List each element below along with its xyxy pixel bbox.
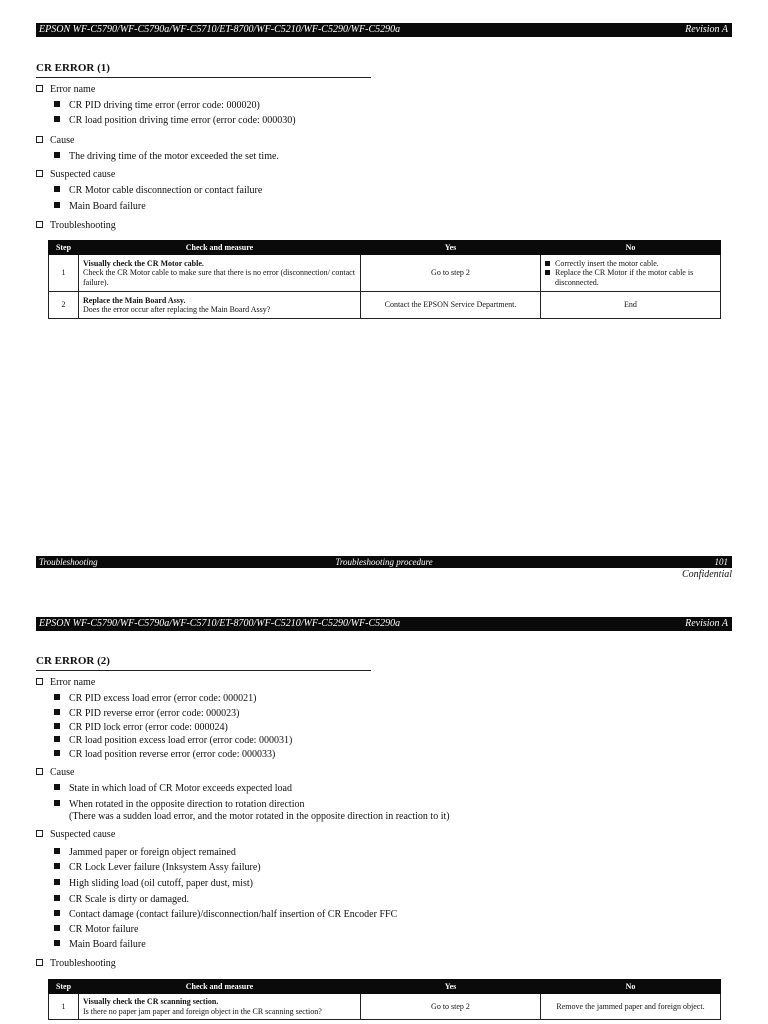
troubleshooting-table (48, 979, 721, 1020)
bullet-square-icon (54, 736, 60, 742)
list-item: State in which load of CR Motor exceeds expected load (54, 783, 292, 795)
list-item: CR load position reverse error (error code: 000033) (54, 749, 275, 761)
list-item: High sliding load (oil cutoff, paper dust, mist) (54, 878, 253, 890)
suspected-cause-heading: Suspected cause (36, 169, 115, 181)
bullet-square-icon (54, 940, 60, 946)
cause-heading: Cause (36, 135, 74, 147)
list-item: CR Scale is dirty or damaged. (54, 894, 189, 906)
column-header-no: No (541, 241, 721, 255)
page-footer (36, 556, 732, 568)
cause-continuation: (There was a sudden load error, and the motor rotated in the opposite direction in reaction to it) (69, 811, 450, 822)
column-header-step: Step (49, 980, 79, 994)
bullet-square-icon (54, 694, 60, 700)
troubleshooting-table (48, 240, 721, 319)
bullet-square-icon (54, 202, 60, 208)
list-item: CR PID excess load error (error code: 000021) (54, 693, 256, 705)
cause-heading: Cause (36, 767, 74, 779)
list-item: When rotated in the opposite direction to rotation direction (54, 799, 305, 811)
checkbox-square-icon (36, 959, 43, 966)
table-row (49, 292, 721, 319)
bullet-square-icon (54, 186, 60, 192)
table-row (49, 994, 721, 1020)
page-header (36, 23, 732, 37)
column-header-check: Check and measure (79, 241, 361, 255)
column-header-check: Check and measure (79, 980, 361, 994)
table-row (49, 255, 721, 292)
list-item: CR PID reverse error (error code: 000023) (54, 708, 240, 720)
bullet-square-icon (54, 784, 60, 790)
check-title: Visually check the CR scanning section. (83, 997, 219, 1006)
checkbox-square-icon (36, 678, 43, 685)
table-header-row (49, 980, 721, 994)
check-cell (79, 292, 361, 319)
list-item: CR load position excess load error (error code: 000031) (54, 735, 292, 747)
bullet-square-icon (545, 261, 550, 266)
footer-chapter: Troubleshooting (39, 557, 98, 567)
list-item: CR Motor failure (54, 924, 138, 936)
check-text: Does the error occur after replacing the Main Board Assy? (83, 305, 271, 314)
check-title: Visually check the CR Motor cable. (83, 258, 204, 268)
list-item: CR PID driving time error (error code: 000020) (54, 100, 260, 112)
column-header-no: No (541, 980, 721, 994)
table-header-row (49, 241, 721, 255)
list-item: CR load position driving time error (error code: 000030) (54, 115, 296, 127)
no-item: Replace the CR Motor if the motor cable is disconnected. (545, 268, 716, 287)
bullet-square-icon (54, 800, 60, 806)
list-item: The driving time of the motor exceeded the set time. (54, 151, 279, 163)
manual-page-102 (0, 595, 768, 1024)
list-item: CR PID lock error (error code: 000024) (54, 722, 228, 734)
step-cell: 2 (49, 292, 79, 319)
yes-cell: Go to step 2 (361, 994, 541, 1020)
header-model-list: EPSON WF-C5790/WF-C5790a/WF-C5710/ET-8700/WF-C5210/WF-C5290/WF-C5290a (39, 618, 401, 629)
bullet-square-icon (54, 925, 60, 931)
bullet-square-icon (54, 910, 60, 916)
no-cell: Remove the jammed paper and foreign object. (541, 994, 721, 1020)
list-item: Main Board failure (54, 939, 146, 951)
header-revision: Revision A (685, 24, 728, 35)
column-header-yes: Yes (361, 980, 541, 994)
bullet-square-icon (54, 101, 60, 107)
checkbox-square-icon (36, 830, 43, 837)
bullet-square-icon (54, 709, 60, 715)
checkbox-square-icon (36, 221, 43, 228)
bullet-square-icon (54, 895, 60, 901)
bullet-square-icon (54, 863, 60, 869)
list-item: CR Motor cable disconnection or contact failure (54, 185, 262, 197)
no-item: Correctly insert the motor cable. (545, 259, 716, 269)
footer-section: Troubleshooting procedure (335, 557, 433, 567)
troubleshooting-heading: Troubleshooting (36, 220, 116, 232)
bullet-square-icon (54, 152, 60, 158)
error-name-heading: Error name (36, 84, 95, 96)
header-model-list: EPSON WF-C5790/WF-C5790a/WF-C5710/ET-8700/WF-C5210/WF-C5290/WF-C5290a (39, 24, 401, 35)
check-text: Check the CR Motor cable to make sure that there is no error (disconnection/ contact failure). (83, 268, 355, 287)
troubleshooting-heading: Troubleshooting (36, 958, 116, 970)
check-title: Replace the Main Board Assy. (83, 295, 186, 305)
suspected-cause-heading: Suspected cause (36, 829, 115, 841)
page-number: 101 (714, 557, 728, 567)
list-item: CR Lock Lever failure (Inksystem Assy failure) (54, 862, 261, 874)
section-title: CR ERROR (1) (36, 62, 371, 78)
check-text: Is there no paper jam paper and foreign object in the CR scanning section? (83, 1006, 322, 1016)
section-title: CR ERROR (2) (36, 655, 371, 671)
list-item: Main Board failure (54, 201, 146, 213)
error-name-heading: Error name (36, 677, 95, 689)
no-cell (541, 255, 721, 292)
list-item: Jammed paper or foreign object remained (54, 847, 236, 859)
column-header-step: Step (49, 241, 79, 255)
bullet-square-icon (54, 750, 60, 756)
no-cell: End (541, 292, 721, 319)
step-cell: 1 (49, 994, 79, 1020)
bullet-square-icon (545, 270, 550, 275)
bullet-square-icon (54, 879, 60, 885)
header-revision: Revision A (685, 618, 728, 629)
checkbox-square-icon (36, 170, 43, 177)
bullet-square-icon (54, 116, 60, 122)
checkbox-square-icon (36, 85, 43, 92)
column-header-yes: Yes (361, 241, 541, 255)
bullet-square-icon (54, 723, 60, 729)
check-cell (79, 994, 361, 1020)
page-header (36, 617, 732, 631)
check-cell (79, 255, 361, 292)
checkbox-square-icon (36, 136, 43, 143)
yes-cell: Go to step 2 (361, 255, 541, 292)
confidential-label: Confidential (682, 569, 732, 580)
checkbox-square-icon (36, 768, 43, 775)
bullet-square-icon (54, 848, 60, 854)
yes-cell: Contact the EPSON Service Department. (361, 292, 541, 319)
step-cell: 1 (49, 255, 79, 292)
list-item: Contact damage (contact failure)/disconnection/half insertion of CR Encoder FFC (54, 909, 397, 921)
